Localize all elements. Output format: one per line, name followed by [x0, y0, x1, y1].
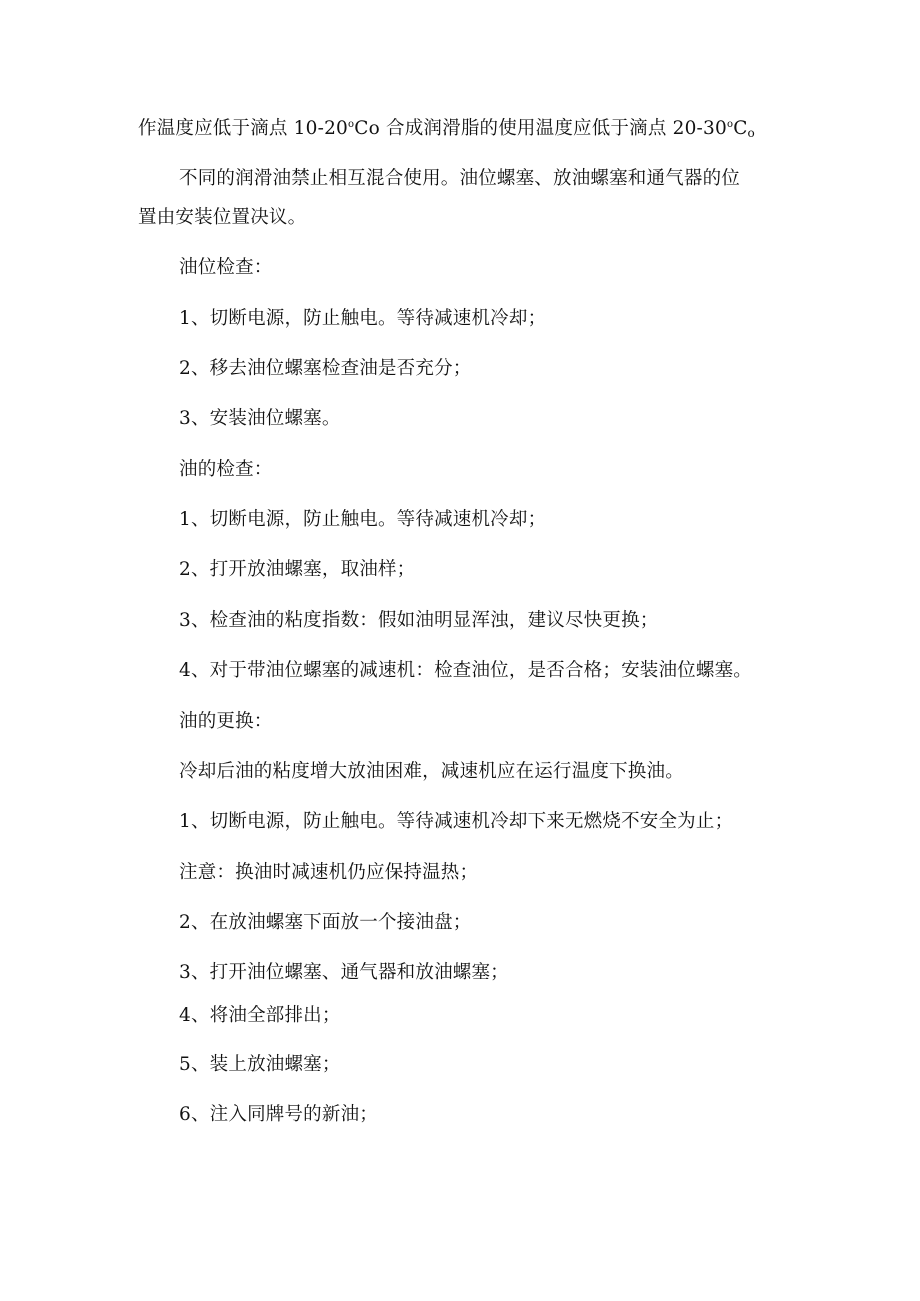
paragraph-lubricating-grease-temperature — [138, 117, 755, 141]
oil-change-intro: 冷却后油的粘度增大放油困难，减速机应在运行温度下换油。 — [179, 761, 684, 782]
grease-temp-text-3: C — [733, 118, 748, 139]
oil-check-step-3: 3、检查油的粘度指数：假如油明显浑浊，建议尽快更换； — [179, 610, 659, 631]
oil-change-note: 注意：换油时减速机仍应保持温热； — [179, 862, 479, 883]
oil-change-step-3: 3、打开油位螺塞、通气器和放油螺塞； — [179, 962, 509, 983]
oil-check-step-1: 1、切断电源，防止触电。等待减速机冷却； — [179, 509, 547, 530]
oil-level-step-3: 3、安装油位螺塞。 — [179, 408, 341, 429]
degree-mark-2: o — [726, 119, 734, 130]
oil-check-step-2: 2、打开放油螺塞，取油样； — [179, 559, 416, 580]
oil-change-step-6: 6、注入同牌号的新油； — [179, 1104, 378, 1125]
sentence-end-mark: o — [747, 126, 755, 140]
oil-change-step-5: 5、装上放油螺塞； — [179, 1054, 341, 1075]
heading-oil-check: 油的检查： — [179, 459, 273, 480]
grease-temp-text-2: Co 合成润滑脂的使用温度应低于滴点 20-30 — [354, 118, 727, 139]
degree-mark-1: o — [348, 119, 355, 130]
oil-level-step-2: 2、移去油位螺塞检查油是否充分； — [179, 358, 472, 379]
paragraph-oil-mixing-line-1: 不同的润滑油禁止相互混合使用。油位螺塞、放油螺塞和通气器的位 — [179, 168, 741, 189]
paragraph-oil-mixing-line-2: 置由安装位置决议。 — [138, 207, 307, 228]
oil-change-step-2: 2、在放油螺塞下面放一个接油盘； — [179, 912, 472, 933]
grease-temp-text-1: 作温度应低于滴点 10-20 — [138, 118, 349, 139]
oil-change-step-1: 1、切断电源，防止触电。等待减速机冷却下来无燃烧不安全为止； — [179, 811, 734, 832]
oil-level-step-1: 1、切断电源，防止触电。等待减速机冷却； — [179, 308, 547, 329]
oil-change-step-4: 4、将油全部排出； — [179, 1005, 341, 1026]
oil-check-step-4: 4、对于带油位螺塞的减速机：检查油位，是否合格；安装油位螺塞。 — [179, 660, 752, 681]
heading-oil-level-check: 油位检查： — [179, 257, 273, 278]
heading-oil-change: 油的更换： — [179, 711, 273, 732]
